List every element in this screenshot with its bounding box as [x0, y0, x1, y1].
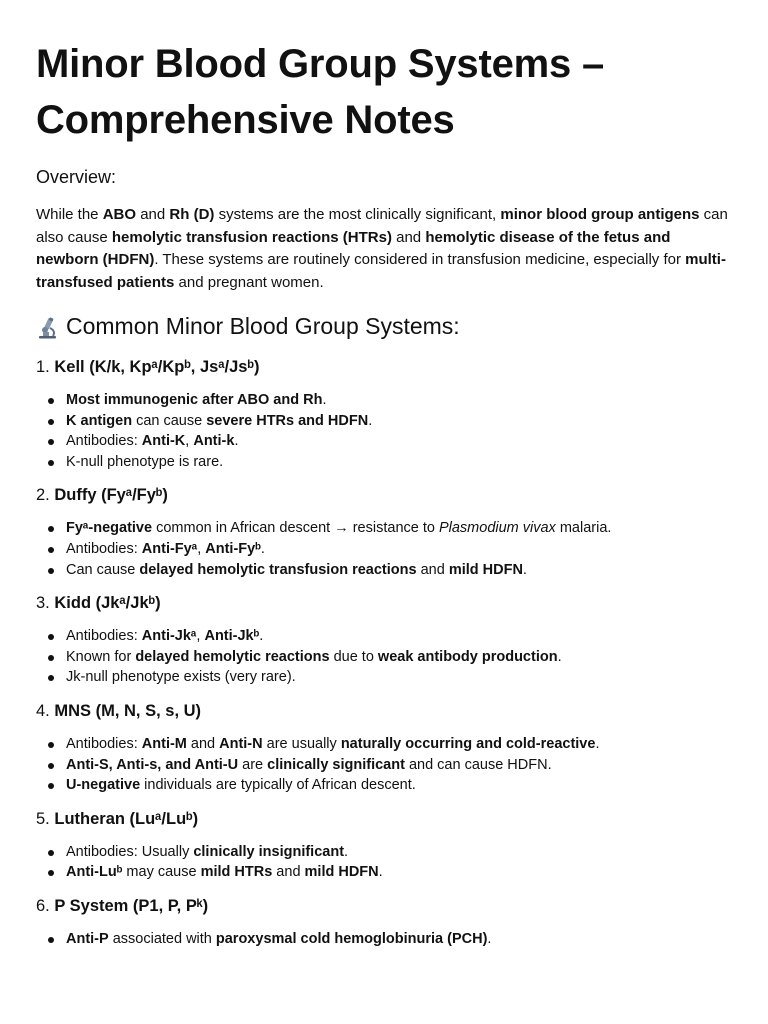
- section-heading-text: Common Minor Blood Group Systems:: [66, 313, 460, 339]
- system-name: Kell (K/k, Kpᵃ/Kpᵇ, Jsᵃ/Jsᵇ): [54, 358, 260, 376]
- bold-text: Anti-S, Anti-s, and Anti-U: [66, 756, 239, 773]
- bullet-item: [66, 539, 732, 560]
- text-run: are: [238, 756, 268, 773]
- text-run: .: [234, 433, 239, 450]
- bullet-item: [66, 775, 732, 796]
- system-bullets: [36, 734, 732, 796]
- text-run: Known for: [66, 648, 136, 665]
- text-run: .: [487, 930, 492, 947]
- text-run: .: [260, 540, 265, 557]
- system-name: Kidd (Jkᵃ/Jkᵇ): [54, 594, 161, 613]
- bold-text: Anti-Fyᵃ: [141, 540, 198, 557]
- system-number: 2.: [36, 486, 55, 505]
- bold-text: Anti-P: [66, 930, 109, 947]
- bold-text: Anti-Jkᵃ: [141, 628, 197, 645]
- bold-text: multi-transfused patients: [36, 251, 726, 291]
- system-bullets: [36, 626, 732, 688]
- system-name: Lutheran (Luᵃ/Luᵇ): [54, 809, 199, 828]
- bold-text: clinically significant: [267, 756, 405, 773]
- text-run: Antibodies: Usually: [66, 843, 194, 860]
- bold-text: Anti-k: [193, 433, 235, 450]
- text-run: and: [272, 864, 305, 881]
- bold-text: minor blood group antigens: [500, 206, 700, 223]
- bullet-item: [66, 518, 732, 539]
- bold-text: Rh (D): [169, 206, 215, 223]
- text-run: and: [136, 206, 170, 223]
- text-run: .: [557, 648, 562, 665]
- bullet-item: [66, 390, 732, 411]
- bold-text: ABO: [102, 206, 137, 223]
- bold-text: Anti-Luᵇ: [66, 864, 123, 881]
- text-run: .: [259, 628, 264, 645]
- bold-text: Anti-M: [141, 735, 187, 752]
- bold-text: Anti-N: [219, 735, 263, 752]
- bold-text: mild HDFN: [304, 864, 379, 881]
- bullet-item: [66, 734, 732, 755]
- system-bullets: [36, 842, 732, 883]
- text-run: .: [522, 561, 527, 578]
- text-run: Antibodies:: [66, 433, 142, 450]
- bold-text: hemolytic transfusion reactions (HTRs): [111, 228, 392, 246]
- text-run: associated with: [108, 930, 216, 947]
- system-bullets: [36, 390, 732, 472]
- text-run: Can cause: [66, 561, 140, 578]
- text-run: can also cause: [36, 206, 728, 246]
- bullet-item: [66, 862, 732, 883]
- system-number: 5.: [36, 809, 55, 828]
- page-title: Minor Blood Group Systems – Comprehensive Notes: [36, 42, 604, 142]
- system-heading: [36, 698, 732, 724]
- text-run: systems are the most clinically significant,: [214, 206, 501, 223]
- text-run: ,: [196, 628, 205, 645]
- system-bullets: [36, 929, 732, 950]
- bold-text: Anti-Fyᵇ: [205, 540, 261, 557]
- text-run: can cause: [132, 412, 207, 429]
- bold-text: clinically insignificant: [193, 843, 345, 860]
- bold-text: Most immunogenic after ABO and Rh: [66, 392, 323, 408]
- text-run: may cause: [122, 864, 201, 881]
- system-heading: [36, 893, 732, 919]
- bullet-item: [66, 431, 732, 452]
- system-number: 6.: [36, 896, 55, 915]
- system-bullets: [36, 518, 732, 580]
- text-run: .: [378, 864, 383, 881]
- systems-list: [36, 354, 732, 950]
- bullet-item: [66, 755, 732, 776]
- text-run: and: [391, 228, 426, 246]
- bold-text: naturally occurring and cold-reactive: [340, 735, 596, 752]
- text-run: .: [368, 412, 373, 429]
- bold-text: mild HDFN: [448, 561, 523, 578]
- text-run: ,: [185, 433, 194, 450]
- text-run: common in African descent → resistance to: [152, 520, 439, 537]
- bold-text: Fyᵃ-negative: [66, 520, 153, 537]
- bullet-item: [66, 929, 732, 950]
- text-run: due to: [329, 648, 378, 665]
- microscope-icon: [36, 314, 60, 338]
- intro-paragraph: [36, 204, 732, 294]
- bold-text: delayed hemolytic reactions: [135, 648, 330, 665]
- bold-text: Anti-Jkᵇ: [204, 628, 260, 645]
- text-run: Jk-null phenotype exists (very rare).: [66, 669, 296, 686]
- bullet-item: [66, 626, 732, 647]
- text-run: and pregnant women.: [174, 273, 324, 291]
- system-name: Duffy (Fyᵃ/Fyᵇ): [54, 486, 168, 505]
- system-name: MNS (M, N, S, s, U): [54, 701, 202, 720]
- system-heading: [36, 482, 732, 508]
- text-run: .: [322, 392, 327, 408]
- system-number: 3.: [36, 594, 55, 613]
- system-heading: [36, 354, 732, 380]
- text-run: are usually: [262, 735, 341, 752]
- text-run: and can cause HDFN.: [404, 756, 552, 773]
- overview-label: Overview:: [36, 167, 117, 187]
- text-run: Antibodies:: [66, 735, 142, 752]
- text-run: K-null phenotype is rare.: [66, 453, 224, 470]
- text-run: ,: [197, 540, 206, 557]
- bold-text: hemolytic disease of the fetus and newborn (HDFN): [36, 228, 671, 268]
- bullet-item: [66, 411, 732, 432]
- system-number: 4.: [36, 701, 55, 720]
- system-number: 1.: [36, 358, 55, 376]
- text-run: and: [416, 561, 449, 578]
- text-run: . These systems are routinely considered in transfusion medicine, especially for: [154, 251, 686, 268]
- bold-text: weak antibody production: [377, 648, 558, 665]
- bold-text: severe HTRs and HDFN: [206, 412, 369, 429]
- text-run: and: [186, 735, 220, 752]
- bullet-item: [66, 842, 732, 863]
- bullet-item: [66, 667, 732, 688]
- bold-text: delayed hemolytic transfusion reactions: [139, 561, 417, 578]
- bold-text: Anti-K: [141, 433, 186, 450]
- bullet-item: [66, 560, 732, 581]
- system-name: P System (P1, P, Pᵏ): [54, 896, 209, 915]
- text-run: individuals are typically of African descent.: [140, 777, 416, 794]
- bold-text: U-negative: [66, 777, 141, 794]
- text-run: Antibodies:: [66, 628, 142, 645]
- section-heading: [36, 308, 732, 344]
- bold-text: paroxysmal cold hemoglobinuria (PCH): [215, 930, 488, 947]
- bold-text: K antigen: [66, 412, 133, 429]
- italic-text: Plasmodium vivax: [438, 520, 556, 537]
- bold-text: mild HTRs: [200, 864, 273, 881]
- bullet-item: [66, 452, 732, 473]
- text-run: Antibodies:: [66, 540, 142, 557]
- text-run: While the: [36, 206, 103, 223]
- system-heading: [36, 590, 732, 616]
- text-run: malaria.: [555, 520, 612, 537]
- bullet-item: [66, 647, 732, 668]
- system-heading: [36, 806, 732, 832]
- text-run: .: [595, 735, 600, 752]
- text-run: .: [344, 843, 349, 860]
